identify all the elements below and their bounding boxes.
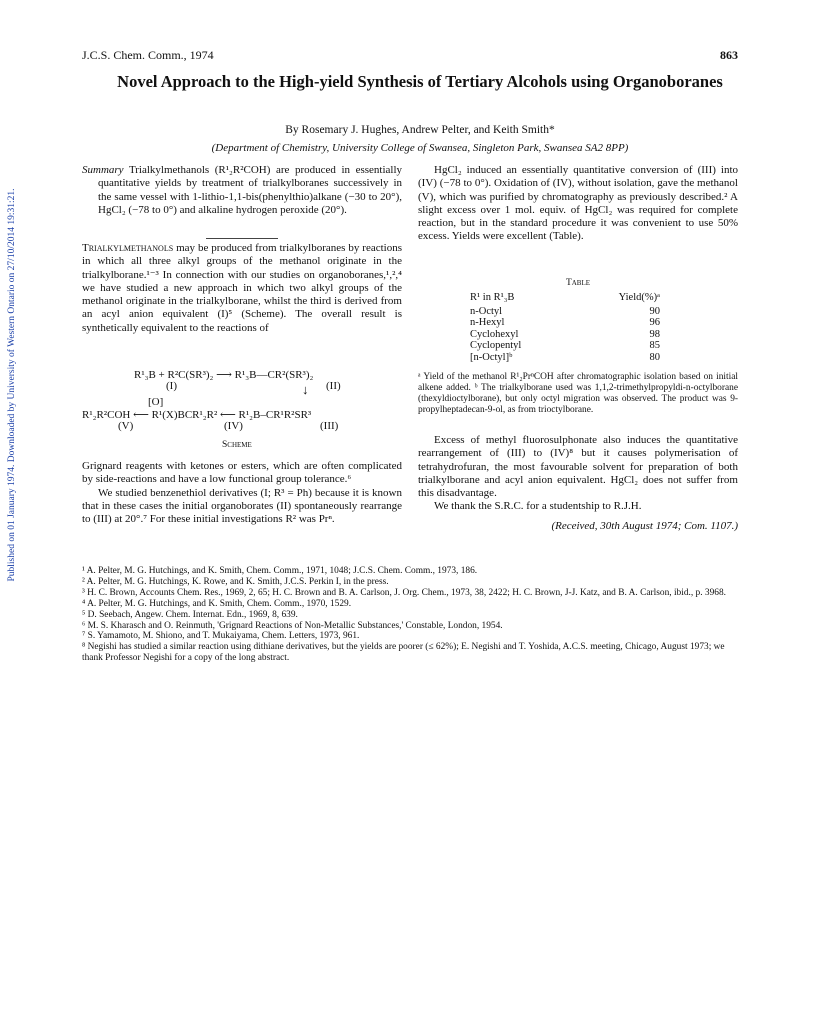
table-row: Cyclopentyl 85 xyxy=(470,340,660,351)
paragraph-acknowledgement: We thank the S.R.C. for a studentship to R.J.H. xyxy=(434,500,642,513)
article-title: Novel Approach to the High-yield Synthesis of Tertiary Alcohols using Organoboranes xyxy=(117,72,723,91)
table-header-row xyxy=(470,292,660,304)
table-caption: Table xyxy=(565,278,591,288)
table-header-yield: Yield(%)ᵃ xyxy=(618,292,660,303)
reference-item: ² A. Pelter, M. G. Hutchings, K. Rowe, and K. Smith, J.C.S. Perkin I, in the press. xyxy=(82,576,389,587)
summary-label: Summary xyxy=(82,164,124,176)
table-row: n-Hexyl 96 xyxy=(470,317,660,328)
received-date: (Received, 30th August 1974; Com. 1107.) xyxy=(551,519,738,532)
reference-item: ³ H. C. Brown, Accounts Chem. Res., 1969, 2, 65; H. C. Brown and B. A. Carlson, J. Org. Chem., 1973, 38, 2422; H. C. Brown, J-J. Katz, and B. A. Carlson, ibid., p. 3968. xyxy=(82,587,727,598)
right-column-bottom xyxy=(418,434,738,533)
reference-item: ⁵ D. Seebach, Angew. Chem. Internat. Edn., 1969, 8, 639. xyxy=(82,609,298,620)
summary-divider xyxy=(206,238,278,239)
table-row: [n-Octyl]ᵇ 80 xyxy=(470,351,660,363)
intro-text: may be produced from trialkylboranes by reactions in which all three alkyl groups of the methanol originate in the trialkylborane.¹⁻³ In connection with our studies on organoboranes,¹,²,⁴ we have studied a new approach in which two alkyl groups of the methanol originate in the trialkylborane, whilst the third is derived from an acyl anion equivalent (I)⁵ (Scheme). The overall result is synthetically equivalent to the reactions of xyxy=(82,242,402,334)
scheme-label-V: (V) xyxy=(118,420,134,432)
table-row: Cyclohexyl 98 xyxy=(470,328,660,340)
author-line: By Rosemary J. Hughes, Andrew Pelter, and Keith Smith* xyxy=(285,124,555,136)
table-header-r1: R¹ in R¹₃B xyxy=(470,292,515,303)
reference-item: ¹ A. Pelter, M. G. Hutchings, and K. Smith, Chem. Comm., 1971, 1048; J.C.S. Chem. Comm., 1973, 186. xyxy=(82,566,478,576)
paragraph-benzenethiol: We studied benzenethiol derivatives (I; R³ = Ph) because it is known that in these cases the initial organoborates (II) spontaneously rearrange to (III) at 20°.⁷ For these initial investigations R² was Prⁿ. xyxy=(82,486,402,526)
table-row: n-Octyl 90 xyxy=(470,305,660,317)
download-watermark-text[interactable]: Published on 01 January 1974. Downloaded by University of Western Ontario on 27/10/2014 19:31:21. xyxy=(7,188,17,582)
scheme-label-II: (II) xyxy=(326,380,341,392)
reference-item: ⁷ S. Yamamoto, M. Shiono, and T. Mukaiyama, Chem. Letters, 1973, 961. xyxy=(82,631,360,642)
scheme-line-1: R¹₃B + R²C(SR³)₂ ⟶ R¹₃B—CR²(SR³)₂ xyxy=(134,369,314,381)
intro-paragraph xyxy=(82,242,402,335)
running-header-journal: J.C.S. Chem. Comm., 1974 xyxy=(82,48,214,62)
summary xyxy=(82,164,402,217)
scheme-label-I: (I) xyxy=(166,380,177,392)
reference-item: ⁸ Negishi has studied a similar reaction using dithiane derivatives, but the yields are poorer (≤ 62%); E. Negishi and T. Yoshida, A.C.S. meeting, Chicago, August 1973; we thank Professor Negishi for a copy of the long abstract. xyxy=(82,642,725,664)
scheme-label-IV: (IV) xyxy=(224,420,243,432)
paragraph-hgcl2: HgCl₂ induced an essentially quantitative conversion of (III) into (IV) (−78 to 0°). Oxidation of (IV), without isolation, gave the methanol (V), which was purified by chromatography as previously described.² A slight excess over 1 mol. equiv. of HgCl₂ was required for complete reaction, but in the standard procedure it was convenient to use 50% excess. Yields were excellent (Table). xyxy=(418,164,738,243)
affiliation: (Department of Chemistry, University College of Swansea, Singleton Park, Swansea SA2 8PP) xyxy=(211,142,629,154)
paragraph-fluorosulphonate: Excess of methyl fluorosulphonate also induces the quantitative rearrangement of (III) to (IV)⁸ but it causes polymerisation of tetrahydrofuran, the most favourable solvent for preparation of both trialkylborane and acyl anion equivalent. HgCl₂ does not suffer from this disadvantage. xyxy=(418,434,738,500)
table-footnote: ᵃ Yield of the methanol R¹₂PrⁿCOH after chromatographic isolation based on initial alkene added. ᵇ The trialkylborane used was 1,1,2-trimethylpropyldi-n-octylborane (thexyldioctylborane), but only octyl migration was observed. The product was 9-propylheptadecan-9-ol, as from trioctylborane. xyxy=(418,372,738,415)
summary-text: Trialkylmethanols (R¹₂R²COH) are produced in essentially quantitative yields by treatment of trialkylboranes successively in the same vessel with 1-lithio-1,1-bis(phenylthio)alkane (−30 to 20°), HgCl₂ (−78 to 0°) and alkaline hydrogen peroxide (20°). xyxy=(98,164,402,216)
page-number: 863 xyxy=(720,48,738,62)
grignard-paragraph xyxy=(82,460,402,526)
references xyxy=(82,566,738,664)
yield-table xyxy=(470,292,660,363)
scheme-oxidant: [O] xyxy=(148,396,164,408)
scheme-line-2: R¹₂R²COH ⟵ R¹(X)BCR¹₂R² ⟵ R¹₂B–CR¹R²SR³ xyxy=(82,409,312,421)
intro-lead: Trialkylmethanols xyxy=(82,242,174,254)
download-watermark xyxy=(2,150,20,630)
scheme-label-III: (III) xyxy=(320,420,339,432)
reference-item: ⁴ A. Pelter, M. G. Hutchings, and K. Smith, Chem. Comm., 1970, 1529. xyxy=(82,598,352,609)
paragraph-grignard: Grignard reagents with ketones or esters, which are often complicated by side-reactions and have a low functional group tolerance.⁶ xyxy=(82,460,402,486)
reaction-scheme xyxy=(82,368,402,448)
scheme-caption: Scheme xyxy=(222,440,252,450)
right-column-top xyxy=(418,164,738,244)
down-arrow-icon: ↓ xyxy=(302,382,309,397)
reference-item: ⁶ M. S. Kharasch and O. Reinmuth, 'Grignard Reactions of Non-Metallic Substances,' Constable, London, 1954. xyxy=(82,620,503,631)
